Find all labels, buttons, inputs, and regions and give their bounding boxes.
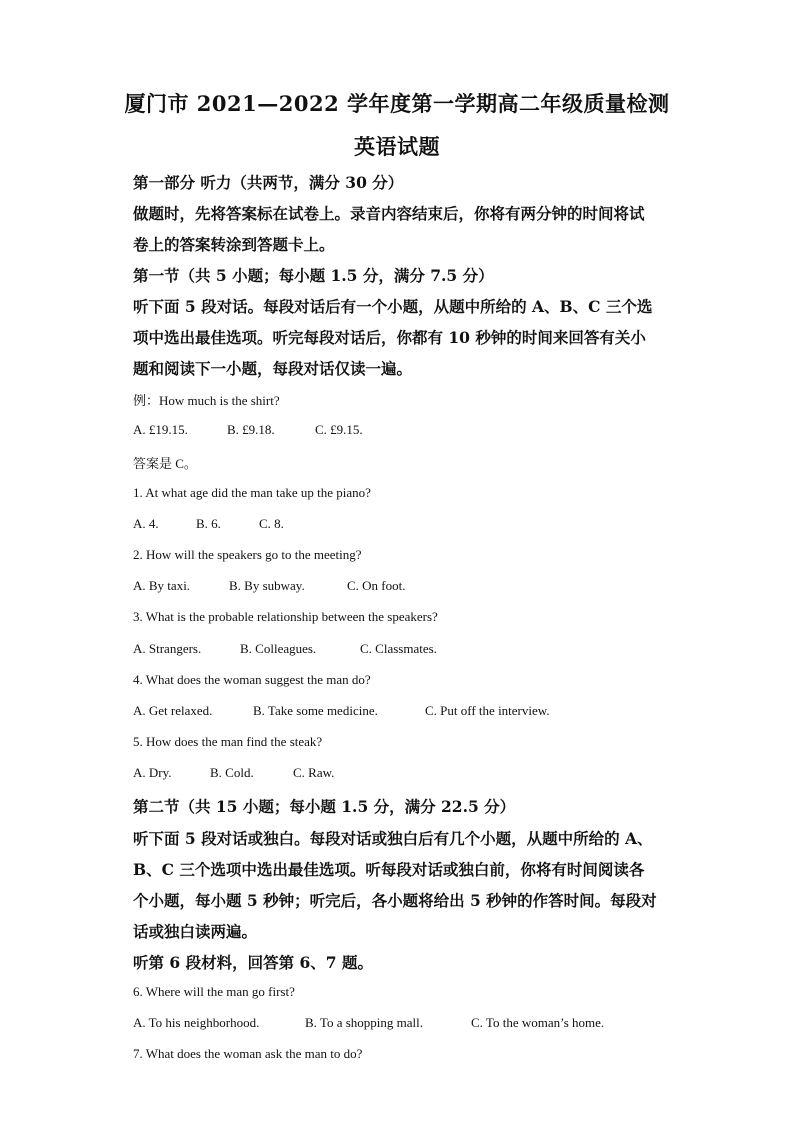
question-4: 4. What does the woman suggest the man do? xyxy=(133,672,371,687)
question-5-option-c: C. Raw. xyxy=(293,765,335,780)
question-6-option-b: B. To a shopping mall. xyxy=(305,1015,424,1030)
question-2-option-b: B. By subway. xyxy=(229,578,305,593)
question-2-option-c: C. On foot. xyxy=(347,578,406,593)
question-5-option-a: A. Dry. xyxy=(133,765,172,780)
section2-directions-line: 个小题，每小题 5 秒钟；听完后，各小题将给出 5 秒钟的作答时间。每段对 xyxy=(133,891,657,910)
question-1-option-c: C. 8. xyxy=(259,516,284,531)
question-3-option-c: C. Classmates. xyxy=(360,641,437,656)
exam-title: 厦门市 2021—2022 学年度第一学期高二年级质量检测 xyxy=(124,91,670,116)
question-4-option-b: B. Take some medicine. xyxy=(253,703,378,718)
question-2: 2. How will the speakers go to the meeting? xyxy=(133,547,362,562)
exam-subtitle: 英语试题 xyxy=(354,134,440,159)
section1-directions-line: 听下面 5 段对话。每段对话后有一个小题，从题中所给的 A、B、C 三个选 xyxy=(133,297,653,316)
question-3-option-a: A. Strangers. xyxy=(133,641,202,656)
question-1: 1. At what age did the man take up the piano? xyxy=(133,485,371,500)
instruction-line: 卷上的答案转涂到答题卡上。 xyxy=(133,235,335,254)
question-1-option-b: B. 6. xyxy=(196,516,221,531)
question-5-option-b: B. Cold. xyxy=(210,765,254,780)
section2-directions-line: 听下面 5 段对话或独白。每段对话或独白后有几个小题，从题中所给的 A、 xyxy=(133,829,653,848)
section1-heading: 第一节（共 5 小题；每小题 1.5 分，满分 7.5 分） xyxy=(133,266,494,285)
question-3: 3. What is the probable relationship between the speakers? xyxy=(133,609,438,624)
question-1-option-a: A. 4. xyxy=(133,516,159,531)
part1-heading: 第一部分 听力（共两节，满分 30 分） xyxy=(133,173,404,192)
question-2-option-a: A. By taxi. xyxy=(133,578,191,593)
section1-directions-line: 题和阅读下一小题，每段对话仅读一遍。 xyxy=(133,359,413,378)
question-6-option-a: A. To his neighborhood. xyxy=(133,1015,260,1030)
example-answer: 答案是 C。 xyxy=(133,456,197,471)
question-5: 5. How does the man find the steak? xyxy=(133,734,323,749)
question-6-option-c: C. To the woman’s home. xyxy=(471,1015,605,1030)
section2-directions-line: B、C 三个选项中选出最佳选项。听每段对话或独白前，你将有时间阅读各 xyxy=(133,860,645,879)
question-7: 7. What does the woman ask the man to do? xyxy=(133,1046,363,1061)
material6-heading: 听第 6 段材料，回答第 6、7 题。 xyxy=(133,953,373,972)
example-question: 例：How much is the shirt? xyxy=(133,393,280,408)
example-option-c: C. £9.15. xyxy=(315,422,363,437)
example-option-a: A. £19.15. xyxy=(133,422,188,437)
question-3-option-b: B. Colleagues. xyxy=(240,641,317,656)
question-4-option-a: A. Get relaxed. xyxy=(133,703,213,718)
section2-heading: 第二节（共 15 小题；每小题 1.5 分，满分 22.5 分） xyxy=(133,797,516,816)
section2-directions-line: 话或独白读两遍。 xyxy=(133,922,258,941)
question-4-option-c: C. Put off the interview. xyxy=(425,703,550,718)
question-6: 6. Where will the man go first? xyxy=(133,984,295,999)
instruction-line: 做题时，先将答案标在试卷上。录音内容结束后，你将有两分钟的时间将试 xyxy=(133,204,645,223)
example-option-b: B. £9.18. xyxy=(227,422,275,437)
section1-directions-line: 项中选出最佳选项。听完每段对话后，你都有 10 秒钟的时间来回答有关小 xyxy=(133,328,646,347)
